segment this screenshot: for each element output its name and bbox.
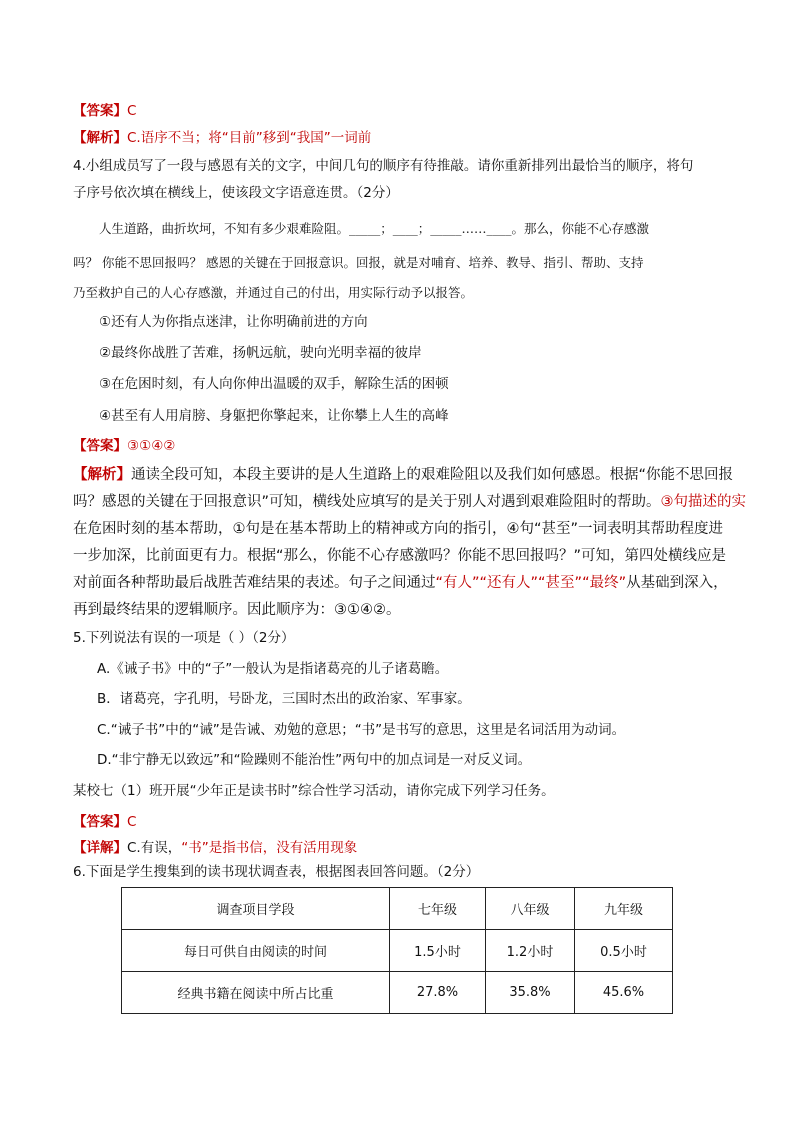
analysis-text: 对前面各种帮助最后战胜苦难结果的表述。句子之间通过 (73, 575, 436, 591)
analysis-highlight: ③句描述的实 (660, 494, 747, 510)
table-header-cell: 九年级 (575, 888, 673, 930)
table-cell: 1.5小时 (390, 930, 486, 972)
analysis-text: C.语序不当；将“目前”移到“我国”一词前 (127, 130, 372, 146)
analysis-line-1 (73, 129, 371, 147)
option-1: ①还有人为你指点迷津，让你明确前进的方向 (99, 314, 368, 330)
answer-text: ③①④② (127, 438, 176, 454)
answer-tag: 【答案】 (73, 438, 127, 454)
option-2: ②最终你战胜了苦难，扬帆远航，驶向光明幸福的彼岸 (99, 345, 422, 361)
detail-line (73, 839, 357, 857)
analysis-2-line-5 (73, 574, 728, 592)
passage-line-1: 人生道路，曲折坎坷，不知有多少艰难险阻。_____；____；_____……____。那么，你能不心存感激 (99, 221, 650, 236)
detail-highlight: “书”是指书信，没有活用现象 (181, 840, 358, 856)
answer-text: C (127, 103, 137, 119)
q4-line-1: 4.小组成员写了一段与感恩有关的文字，中间几句的顺序有待推敲。请你重新排列出最恰当的顺序，将句 (73, 158, 694, 174)
passage-line-3: 乃至救护自己的人心存感激，并通过自己的付出，用实际行动予以报答。 (73, 285, 474, 300)
analysis-text: 吗？感恩的关键在于回报意识”可知，横线处应填写的是关于别人对遇到艰难险阻时的帮助。 (73, 494, 661, 510)
analysis-2-line-6: 再到最终结果的逻辑顺序。因此顺序为：③①④②。 (73, 602, 401, 618)
table-header-row (122, 888, 673, 930)
passage-line-2: 吗？ 你能不思回报吗？ 感恩的关键在于回报意识。回报，就是对哺育、培养、教导、指引、帮助、支持 (73, 255, 644, 270)
answer-line-3 (73, 813, 136, 831)
table-header-cell: 调查项目学段 (122, 888, 390, 930)
q4-line-2: 子序号依次填在横线上，使该段文字语意连贯。（2分） (73, 185, 399, 201)
analysis-2-line-1 (73, 466, 733, 484)
table-header-cell: 八年级 (486, 888, 575, 930)
table-cell: 35.8% (486, 972, 575, 1014)
q5-stem: 5.下列说法有误的一项是（ ）（2分） (73, 630, 295, 646)
option-4: ④甚至有人用肩膀、身躯把你擎起来，让你攀上人生的高峰 (99, 408, 449, 424)
analysis-tag: 【解析】 (73, 130, 127, 146)
table-cell: 45.6% (575, 972, 673, 1014)
detail-tag: 【详解】 (73, 840, 127, 856)
table-row (122, 930, 673, 972)
answer-text: C (127, 814, 137, 830)
analysis-2-line-2 (73, 493, 746, 511)
answer-tag: 【答案】 (73, 103, 127, 119)
q6-stem: 6.下面是学生搜集到的读书现状调查表，根据图表回答问题。（2分） (73, 864, 480, 880)
q5-option-a: A.《诫子书》中的“子”一般认为是指诸葛亮的儿子诸葛瞻。 (97, 661, 449, 677)
q5-option-b: B．诸葛亮，字孔明，号卧龙，三国时杰出的政治家、军事家。 (97, 691, 471, 707)
analysis-2-line-3: 在危困时刻的基本帮助，①句是在基本帮助上的精神或方向的指引，④句“甚至”一词表明其帮助程度进 (73, 521, 724, 537)
table-cell: 经典书籍在阅读中所占比重 (122, 972, 390, 1014)
analysis-text: 从基础到深入， (626, 575, 728, 591)
answer-line-1 (73, 102, 136, 120)
activity-intro: 某校七（1）班开展“少年正是读书时”综合性学习活动，请你完成下列学习任务。 (73, 783, 555, 799)
answer-line-2 (73, 437, 175, 455)
table-cell: 0.5小时 (575, 930, 673, 972)
table-row (122, 972, 673, 1014)
table-cell: 1.2小时 (486, 930, 575, 972)
analysis-tag: 【解析】 (73, 467, 131, 483)
survey-table (121, 887, 673, 1014)
analysis-text: 通读全段可知，本段主要讲的是人生道路上的艰难险阻以及我们如何感恩。根据“你能不思回报 (131, 467, 734, 483)
answer-tag: 【答案】 (73, 814, 127, 830)
table-cell: 每日可供自由阅读的时间 (122, 930, 390, 972)
q5-option-d: D.“非宁静无以致远”和“险躁则不能治性”两句中的加点词是一对反义词。 (97, 752, 532, 768)
option-3: ③在危困时刻，有人向你伸出温暖的双手，解除生活的困顿 (99, 376, 449, 392)
table-header-cell: 七年级 (390, 888, 486, 930)
detail-text: C.有误， (127, 840, 182, 856)
table-cell: 27.8% (390, 972, 486, 1014)
q5-option-c: C.“诫子书”中的“诫”是告诫、劝勉的意思；“书”是书写的意思，这里是名词活用为动词。 (97, 722, 626, 738)
analysis-highlight: “有人”“还有人”“甚至”“最终” (435, 575, 627, 591)
analysis-2-line-4: 一步加深，比前面更有力。根据“那么，你能不心存感激吗？你能不思回报吗？”可知，第四处横线应是 (73, 548, 727, 564)
